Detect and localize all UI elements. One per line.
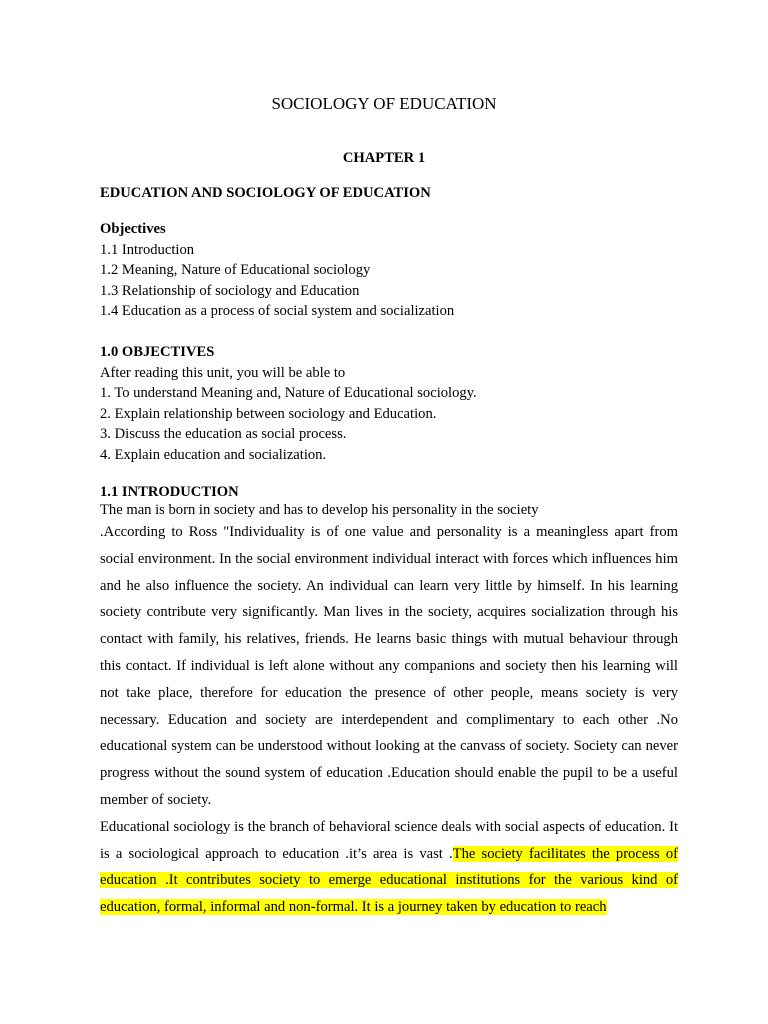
objective-item: 2. Explain relationship between sociology and Education. — [100, 405, 437, 422]
contents-item: 1.4 Education as a process of social system and socialization — [100, 303, 455, 320]
contents-item: 1.2 Meaning, Nature of Educational sociology — [100, 262, 371, 279]
objective-item: 4. Explain education and socialization. — [100, 446, 327, 463]
introduction-first-line: The man is born in society and has to develop his personality in the society — [100, 502, 539, 518]
contents-list — [100, 219, 678, 322]
contents-item: 1.1 Introduction — [100, 241, 195, 258]
introduction-paragraph — [100, 814, 678, 921]
introduction-paragraph: .According to Ross "Individuality is of one value and personality is a meaningless apart from social environment. In the social environment individual interact with forces which influences him and he also influence the society. An individual can learn very little by himself. In his learning society contribute very significantly. Man lives in the society, acquires socialization through his contact with family, his relatives, friends. He learns basic things with mutual behaviour through this contact. If individual is left alone without any companions and society then his learning will not take place, therefore for education the presence of other people, means society is very necessary. Education and society are interdependent and complimentary to each other .No educational system can be understood without looking at the canvass of society. Society can never progress without the sound system of education .Education should enable the pupil to be a useful member of society. — [100, 524, 678, 808]
section-title: EDUCATION AND SOCIOLOGY OF EDUCATION — [100, 185, 431, 201]
introduction-heading: 1.1 INTRODUCTION — [100, 484, 239, 500]
contents-item: 1.3 Relationship of sociology and Education — [100, 282, 360, 299]
objectives-heading: 1.0 OBJECTIVES — [100, 344, 215, 360]
objective-item: 1. To understand Meaning and, Nature of Educational sociology. — [100, 385, 477, 402]
document-title: SOCIOLOGY OF EDUCATION — [271, 94, 497, 113]
contents-heading: Objectives — [100, 221, 166, 237]
objectives-intro: After reading this unit, you will be able to — [100, 364, 346, 381]
objectives-section — [100, 342, 678, 466]
objective-item: 3. Discuss the education as social process. — [100, 426, 347, 443]
highlighted-text: The society facilitates the process of education .It contributes society to emerge educational institutions for the various kind of education, formal, informal and non-formal. It is a journey taken by education to reach — [100, 845, 678, 916]
chapter-heading: CHAPTER 1 — [342, 150, 426, 166]
introduction-section — [100, 483, 678, 921]
paragraph-text: Educational sociology is the branch of behavioral science deals with social aspects of education. It is a sociological approach to education .it’s area is vast . — [100, 818, 678, 862]
